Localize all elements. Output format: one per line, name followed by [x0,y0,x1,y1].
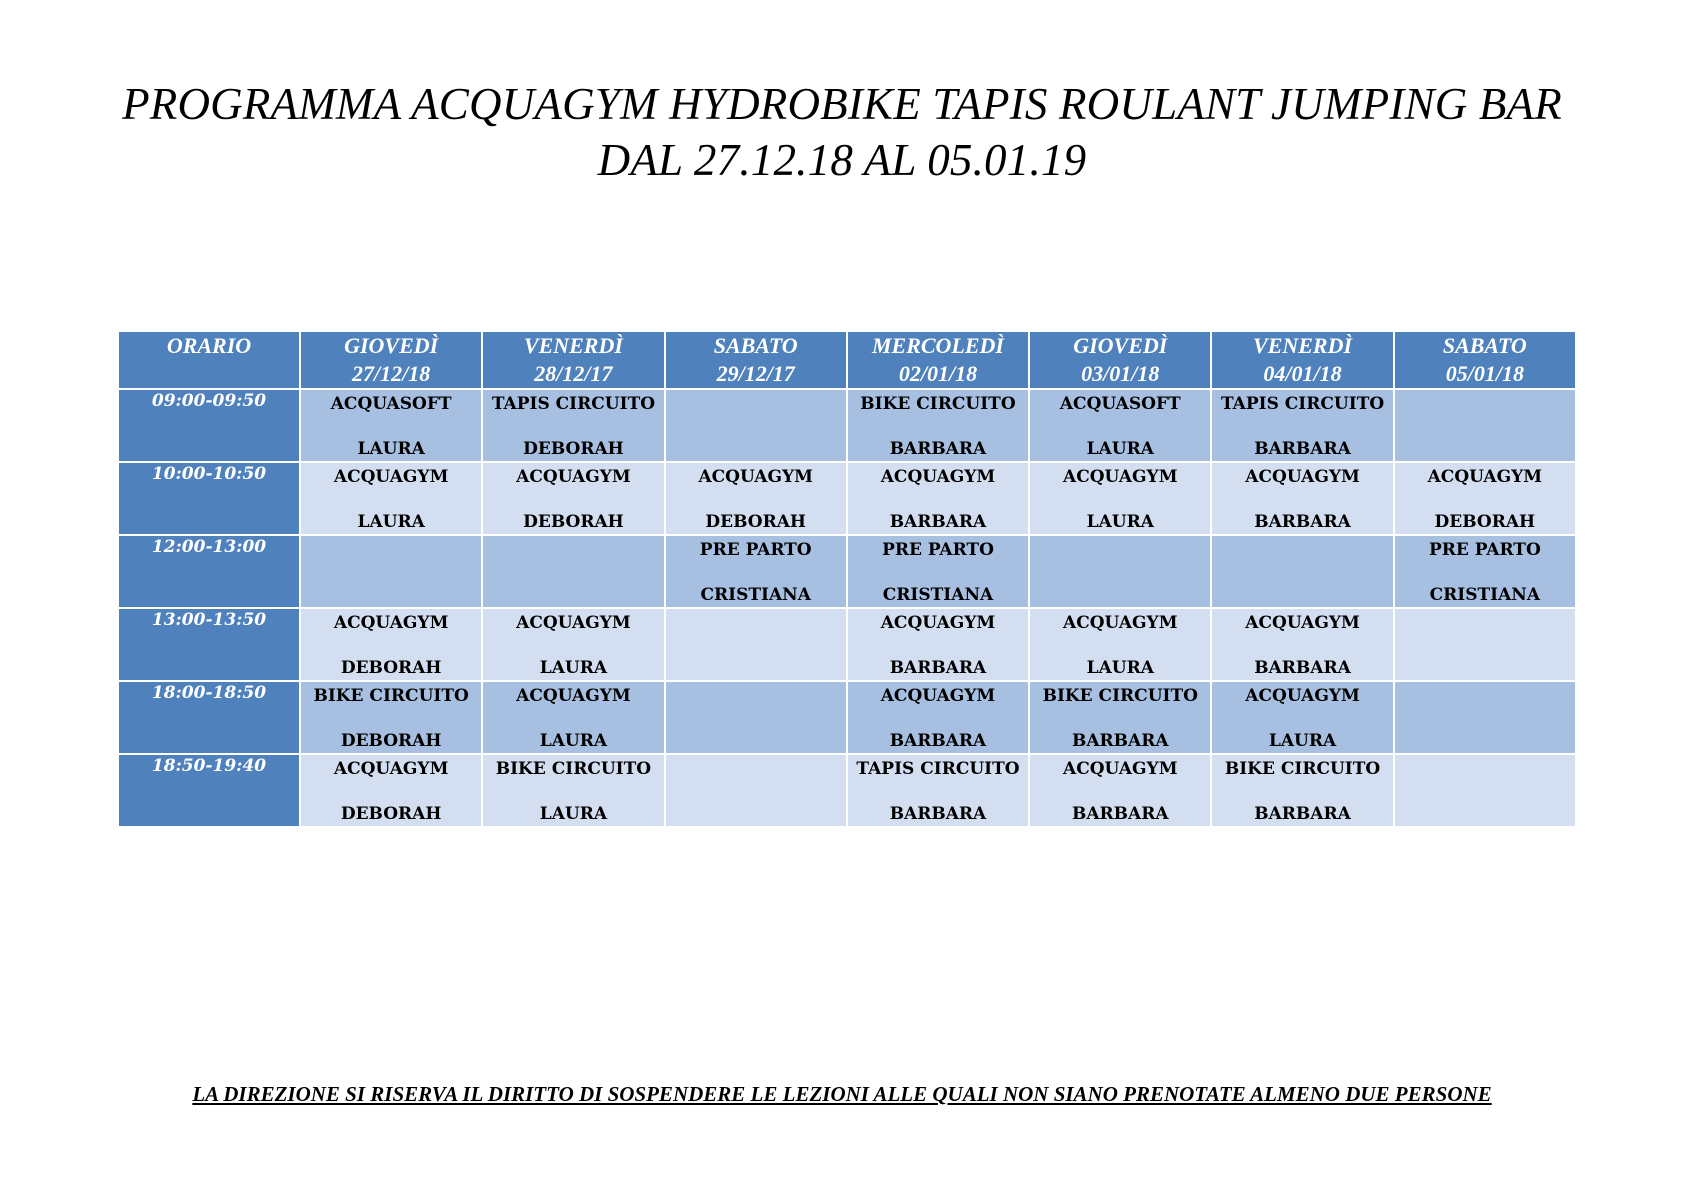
schedule-cell [666,536,846,607]
teacher-name: DEBORAH [1434,512,1536,532]
schedule-cell [1395,463,1575,534]
header-day [483,332,663,388]
course-name: BIKE CIRCUITO [495,759,652,779]
teacher-name: DEBORAH [523,439,624,459]
course-name [1395,755,1575,781]
schedule-cell [1212,390,1392,461]
title-line-2: DAL 27.12.18 AL 05.01.19 [597,135,1087,185]
header-day [1030,332,1210,388]
course-name: ACQUAGYM [880,467,996,487]
header-day-name: VENERDÌ [1253,333,1353,358]
schedule-cell [1030,609,1210,680]
course-name: PRE PARTO [882,540,994,560]
course-name: ACQUAGYM [1427,467,1543,487]
header-day-name: GIOVEDÌ [1073,333,1168,358]
schedule-cell [1030,755,1210,826]
schedule-cell [1395,390,1575,461]
course-name: BIKE CIRCUITO [1042,686,1198,706]
course-name [1212,536,1392,562]
teacher-name: BARBARA [1254,804,1351,824]
schedule-cell [483,682,663,753]
time-slot: 09:00-09:50 [119,390,299,461]
course-name [1395,390,1575,416]
teacher-name: BARBARA [1071,731,1169,751]
teacher-name: LAURA [357,512,425,532]
schedule-cell [483,536,663,607]
schedule-cell [301,755,481,826]
course-name [1395,682,1575,708]
teacher-name: LAURA [1268,731,1337,751]
header-orario: ORARIO [119,332,299,388]
schedule-cell [666,682,846,753]
schedule-cell [1395,536,1575,607]
schedule-cell [1395,609,1575,680]
header-day-date: 03/01/18 [1081,361,1160,386]
course-name: ACQUAGYM [1063,759,1178,779]
course-name [301,536,481,562]
header-day-date: 28/12/17 [534,361,613,386]
schedule-cell [848,536,1028,607]
schedule-cell [848,755,1028,826]
teacher-name: BARBARA [1254,512,1351,532]
time-slot: 18:50-19:40 [119,755,299,826]
schedule-cell [1212,609,1392,680]
schedule-cell [1395,682,1575,753]
course-name: BIKE CIRCUITO [860,394,1016,414]
header-day-date: 29/12/17 [716,361,795,386]
schedule-cell [1030,463,1210,534]
time-slot: 10:00-10:50 [119,463,299,534]
teacher-name: BARBARA [1254,439,1351,459]
teacher-name: LAURA [539,658,608,678]
header-day-date: 02/01/18 [898,361,978,386]
header-day-date: 27/12/18 [352,361,431,386]
header-day-name: SABATO [713,333,798,358]
course-name: ACQUAGYM [1245,613,1360,633]
table-row [119,755,1575,826]
teacher-name: DEBORAH [705,512,806,532]
header-day [848,332,1028,388]
schedule-cell [666,755,846,826]
header-day-name: GIOVEDÌ [344,333,439,358]
title-line-1: PROGRAMMA ACQUAGYM HYDROBIKE TAPIS ROULANT JUMPING BAR [122,79,1562,129]
course-name: BIKE CIRCUITO [1224,759,1381,779]
course-name [483,536,663,562]
teacher-name: LAURA [357,439,425,459]
course-name: TAPIS CIRCUITO [491,394,656,414]
teacher-name: BARBARA [889,512,987,532]
schedule-cell [1030,682,1210,753]
schedule-cell [666,463,846,534]
course-name: ACQUAGYM [516,686,631,706]
schedule-cell [483,755,663,826]
table-row [119,536,1575,607]
schedule-cell [1212,755,1392,826]
schedule-cell [1030,536,1210,607]
course-name [1030,536,1210,562]
teacher-name: BARBARA [889,804,987,824]
teacher-name: DEBORAH [340,731,442,751]
table-row [119,390,1575,461]
schedule-cell [483,463,663,534]
course-name: ACQUAGYM [880,613,996,633]
page-title [0,76,1684,188]
schedule-cell [1212,536,1392,607]
course-name: PRE PARTO [699,540,812,560]
schedule-table [117,330,1577,828]
course-name: ACQUAGYM [1063,613,1178,633]
table-row [119,463,1575,534]
teacher-name: LAURA [539,804,608,824]
header-day [1212,332,1392,388]
header-day-date: 05/01/18 [1445,361,1524,386]
schedule-cell [1395,755,1575,826]
course-name [666,755,846,781]
course-name: ACQUAGYM [516,613,631,633]
header-day [301,332,481,388]
schedule-cell [483,390,663,461]
teacher-name: LAURA [1086,439,1154,459]
schedule-cell [1212,463,1392,534]
teacher-name: BARBARA [1254,658,1351,678]
teacher-name: BARBARA [889,439,987,459]
schedule-cell [848,463,1028,534]
teacher-name: CRISTIANA [882,585,994,605]
schedule-cell [666,609,846,680]
course-name: PRE PARTO [1428,540,1541,560]
course-name: ACQUASOFT [330,394,452,414]
schedule-cell [1030,390,1210,461]
schedule-cell [1212,682,1392,753]
schedule-cell [483,609,663,680]
teacher-name: CRISTIANA [1429,585,1541,605]
header-day-name: MERCOLEDÌ [871,333,1004,358]
teacher-name: LAURA [1086,658,1154,678]
course-name: ACQUAGYM [880,686,996,706]
course-name: ACQUAGYM [333,759,449,779]
header-day [666,332,846,388]
course-name: TAPIS CIRCUITO [1220,394,1385,414]
course-name: ACQUAGYM [333,613,449,633]
teacher-name: DEBORAH [523,512,624,532]
header-day-date: 04/01/18 [1263,361,1342,386]
course-name [666,390,846,416]
course-name: ACQUAGYM [1245,686,1360,706]
course-name: TAPIS CIRCUITO [856,759,1020,779]
schedule-cell [666,390,846,461]
teacher-name: DEBORAH [340,804,442,824]
teacher-name: BARBARA [889,658,987,678]
course-name [666,682,846,708]
teacher-name: BARBARA [889,731,987,751]
course-name [1395,609,1575,635]
course-name: ACQUAGYM [333,467,449,487]
booking-notice: LA DIREZIONE SI RISERVA IL DIRITTO DI SOSPENDERE LE LEZIONI ALLE QUALI NON SIANO PRENOTATE ALMENO DUE PERSONE [192,1082,1492,1106]
schedule-cell [848,609,1028,680]
time-slot: 18:00-18:50 [119,682,299,753]
course-name: ACQUAGYM [1063,467,1178,487]
teacher-name: BARBARA [1071,804,1169,824]
course-name: ACQUAGYM [516,467,631,487]
course-name: ACQUAGYM [698,467,813,487]
teacher-name: DEBORAH [340,658,442,678]
course-name: ACQUASOFT [1059,394,1181,414]
header-row [119,332,1575,388]
table-row [119,682,1575,753]
schedule-cell [848,390,1028,461]
schedule-cell [301,682,481,753]
course-name [666,609,846,635]
time-slot: 13:00-13:50 [119,609,299,680]
course-name: BIKE CIRCUITO [313,686,469,706]
course-name: ACQUAGYM [1245,467,1360,487]
schedule-cell [301,536,481,607]
teacher-name: LAURA [1086,512,1154,532]
schedule-cell [848,682,1028,753]
header-day [1395,332,1575,388]
header-day-name: SABATO [1442,333,1527,358]
teacher-name: LAURA [539,731,608,751]
table-row [119,609,1575,680]
time-slot: 12:00-13:00 [119,536,299,607]
schedule-cell [301,609,481,680]
teacher-name: CRISTIANA [700,585,811,605]
header-day-name: VENERDÌ [523,333,623,358]
schedule-cell [301,463,481,534]
schedule-cell [301,390,481,461]
